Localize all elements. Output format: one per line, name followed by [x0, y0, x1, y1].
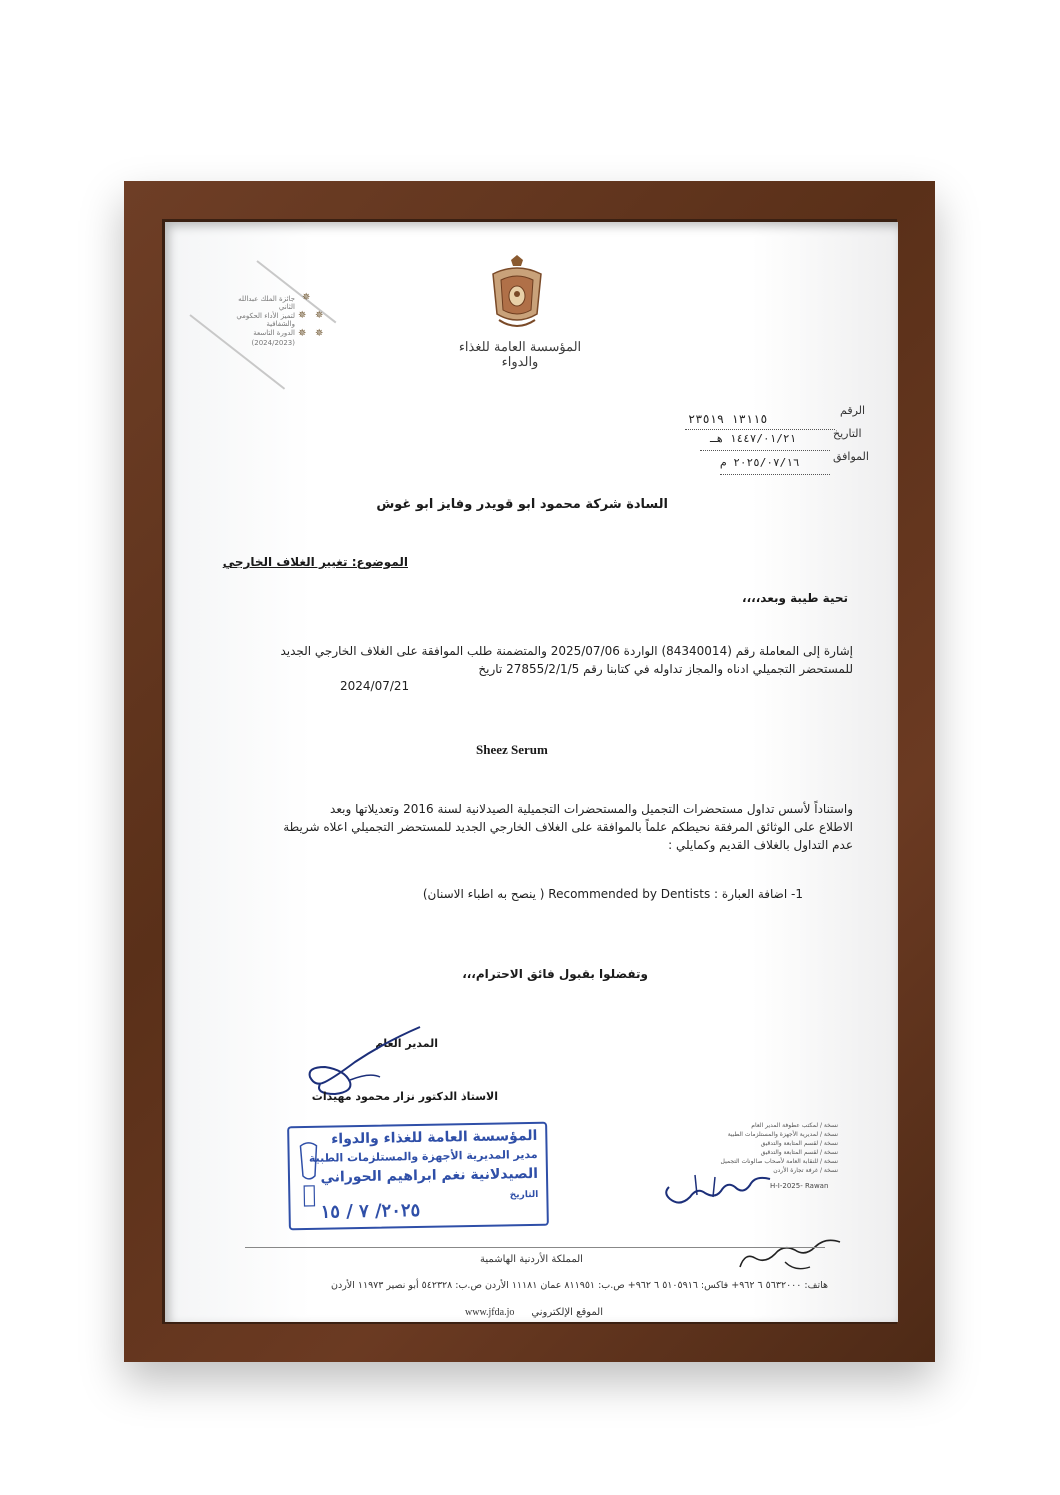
stamp-emblem-icon [295, 1136, 322, 1216]
official-stamp [287, 1122, 549, 1231]
copy-line: نسخة / لقسم المتابعة والتدقيق [760, 1140, 838, 1147]
award-line3: الدورة التاسعة [253, 329, 295, 337]
para1-line1: إشارة إلى المعاملة رقم (84340014) الواردة 2025/07/06 والمتضمنة طلب الموافقة على الغلاف الخارجي الجديد [280, 644, 853, 658]
letter-document [165, 222, 898, 1322]
handwritten-initials-icon [655, 1167, 775, 1212]
signature-name: الاستاذ الدكتور نزار محمود مهيدات [311, 1090, 498, 1103]
royal-emblem-icon [487, 254, 547, 334]
stamp-line4: التاريخ [509, 1189, 539, 1201]
stamp-line2: مدير المديرية الأجهزة والمستلزمات الطبية [308, 1147, 538, 1165]
greeting: تحية طيبة وبعد،،،، [742, 591, 848, 605]
stamp-date: ٢٠٢٥/ ٧ / ١٥ [320, 1199, 421, 1223]
footer-contact: هاتف: ٥٦٣٢٠٠٠ ٦ ٩٦٢+ فاكس: ٥١٠٥٩١٦ ٦ ٩٦٢+ ص.ب: ٨١١٩٥١ عمان ١١١٨١ الأردن ص.ب: ٥٤٢٣٢٨ أبو نصير ١١٩٧٣ الأردن [331, 1280, 828, 1291]
footer-website[interactable]: www.jfda.jo [465, 1307, 515, 1318]
stamp-line3: الصيدلانية نغم ابراهيم الحوراني [320, 1165, 539, 1186]
award-star-icon: ✵ [302, 292, 311, 303]
copy-line: نسخة / لمكتب عطوفة المدير العام [751, 1122, 838, 1129]
para1-line2: للمستحضر التجميلي ادناه والمجاز تداوله في كتابنا رقم 27855/2/1/5 تاريخ [478, 662, 853, 676]
award-star-icon: ✵ [298, 328, 307, 339]
footer-divider [245, 1247, 825, 1248]
footer-country: المملكة الأردنية الهاشمية [480, 1254, 583, 1265]
award-star-icon: ✵ [315, 328, 324, 339]
copy-line: نسخة / للنقابة العامة لأصحاب صالونات التجميل [720, 1158, 838, 1165]
number-dots [685, 429, 835, 430]
number-value: ١٣١١٥ ٢٣٥١٩ [688, 412, 768, 426]
corresponding-value: ٢٠٢٥/٠٧/١٦ م [720, 456, 800, 469]
date-value: ١٤٤٧/٠١/٢١ هـ [710, 432, 797, 445]
date-dots [700, 450, 830, 451]
award-line2: لتميز الأداء الحكومي والشفافية [236, 312, 295, 328]
para1-line3: 2024/07/21 [340, 679, 410, 693]
item-1: 1- اضافة العبارة : Recommended by Dentists ( ينصح به اطباء الاسنان) [422, 887, 803, 901]
org-name: المؤسسة العامة للغذاء والدواء [458, 340, 582, 370]
signature-title: المدير العام [375, 1037, 438, 1050]
date-label: التاريخ [833, 427, 862, 440]
award-line1: جائزة الملك عبدالله الثاني [238, 295, 295, 311]
copy-line: نسخة / غرفة تجارة الأردن [773, 1167, 838, 1174]
reference-code: H-I-2025- Rawan [770, 1182, 829, 1190]
award-years: (2024/2023) [251, 339, 295, 347]
number-label: الرقم [840, 404, 866, 417]
copy-line: نسخة / لقسم المتابعة والتدقيق [760, 1149, 838, 1156]
stamp-line1: المؤسسة العامة للغذاء والدواء [331, 1127, 538, 1148]
corresponding-label: الموافق [833, 450, 869, 463]
addressee: السادة شركة محمود ابو قويدر وفايز ابو غوش [376, 497, 668, 512]
product-name: Sheez Serum [476, 742, 548, 757]
award-star-icon: ✵ [298, 310, 307, 321]
footer-website-label: الموقع الإلكتروني [531, 1307, 603, 1318]
copy-line: نسخة / لمديرية الأجهزة والمستلزمات الطبية [727, 1131, 838, 1138]
closing: وتفضلوا بقبول فائق الاحترام،،، [462, 967, 648, 981]
corresponding-dots [720, 474, 830, 475]
para2-line1: واستناداً لأسس تداول مستحضرات التجميل والمستحضرات التجميلية الصيدلانية لسنة 2016 وتعديلاتها وبعد [330, 802, 853, 816]
para2-line2: الاطلاع على الوثائق المرفقة نحيطكم علماً بالموافقة على الغلاف الخارجي الجديد للمستحضر التجميلي اعلاه شريطة [283, 820, 853, 834]
para2-line3: عدم التداول بالغلاف القديم وكمايلي : [668, 838, 853, 852]
award-star-icon: ✵ [315, 310, 324, 321]
subject: الموضوع: تغيير الغلاف الخارجي [222, 555, 408, 569]
